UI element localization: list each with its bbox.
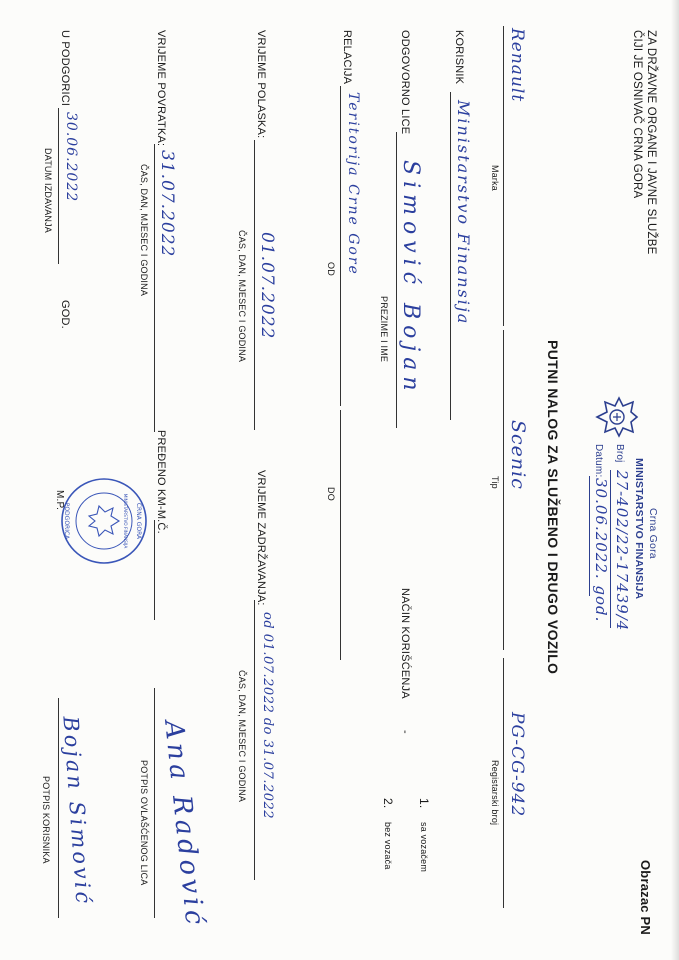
registration-value: PG-CG-942 bbox=[507, 712, 527, 818]
ovlascenog-line bbox=[154, 688, 155, 918]
zadrzavanja-sub-label: ČAS, DAN, MJESEC I GODINA bbox=[237, 670, 247, 803]
zadrzavanja-label: VRIJEME ZADRŽAVANJA: bbox=[255, 470, 267, 606]
odgovorno-line bbox=[396, 132, 397, 428]
org-line-2: ČIJI JE OSNIVAČ CRNA GORA bbox=[631, 30, 643, 199]
stamp-ministry: MINISTARSTVO FINANSIJA bbox=[633, 458, 645, 600]
relacija-od-line bbox=[340, 86, 341, 406]
seal-text-inner: MINISTARSTVO FINANSIJA bbox=[122, 493, 127, 549]
registry-stamp bbox=[549, 400, 659, 630]
usage-option2-text[interactable]: bez vozača bbox=[383, 822, 393, 870]
zadrzavanja-line bbox=[254, 600, 255, 880]
usage-label: NAČIN KORIŠĆENJA bbox=[399, 588, 411, 699]
zadrzavanja-value: od 01.07.2022 do 31.07.2022 bbox=[260, 612, 275, 820]
marka-value: Renault bbox=[507, 28, 527, 103]
odgovorno-label: ODGOVORNO LICE bbox=[399, 30, 411, 135]
stamp-datum-label: Datum: bbox=[593, 444, 604, 478]
tip-label: Tip bbox=[490, 476, 500, 489]
marka-label: Marka bbox=[490, 165, 500, 192]
do-label: DO bbox=[326, 487, 336, 501]
usage-dash: - bbox=[399, 730, 411, 734]
relacija-do-line bbox=[340, 410, 341, 660]
place-label: U PODGORICI bbox=[59, 30, 71, 107]
tip-line bbox=[503, 330, 504, 650]
korisnik-label: KORISNIK bbox=[453, 30, 465, 85]
relacija-value: Teritorija Crne Gore bbox=[345, 92, 361, 276]
prezime-label: PREZIME I IME bbox=[379, 296, 389, 363]
marka-line bbox=[503, 26, 504, 326]
registration-label: Registarski broj bbox=[490, 760, 500, 826]
form-code: Obrazac PN bbox=[638, 860, 653, 935]
ovlascenog-label: POTPIS OVLAŠĆENOG LICA bbox=[139, 760, 149, 886]
seal-icon bbox=[59, 476, 149, 566]
official-seal bbox=[59, 476, 149, 566]
stamp-datum-line bbox=[589, 476, 590, 596]
odgovorno-value: Simović Bojan bbox=[398, 160, 423, 397]
povratka-value: 31.07.2022 bbox=[157, 150, 177, 258]
page-title: PUTNI NALOG ZA SLUŽBENO I DRUGO VOZILO bbox=[545, 340, 561, 675]
scan-edge-shadow bbox=[671, 0, 679, 960]
relacija-label: RELACIJA bbox=[341, 30, 353, 85]
od-label: OD bbox=[326, 262, 336, 276]
polaska-sub-label: ČAS, DAN, MJESEC I GODINA bbox=[237, 230, 247, 363]
stamp-datum-value: 30.06.2022. god. bbox=[592, 478, 610, 623]
coat-of-arms-icon bbox=[591, 394, 641, 440]
predjeno-line bbox=[154, 520, 155, 620]
usage-option1-num: 1. bbox=[417, 798, 431, 809]
seal-text-top: CRNA GORA bbox=[135, 502, 142, 540]
seal-text-bottom: PODGORICA bbox=[63, 502, 70, 540]
korisnik-line bbox=[450, 92, 451, 420]
datum-izdavanja-label: DATUM IZDAVANJA bbox=[43, 148, 53, 234]
polaska-label: VRIJEME POLASKA: bbox=[255, 30, 267, 139]
korisnika-label: POTPIS KORISNIKA bbox=[41, 776, 51, 864]
predjeno-label: PREĐENO KM-M.Č. bbox=[155, 430, 167, 534]
issue-date-value: 30.06.2022 bbox=[63, 112, 79, 203]
polaska-line bbox=[254, 140, 255, 430]
org-line-1: ZA DRŽAVNE ORGANE I JAVNE SLUŽBE bbox=[645, 30, 657, 255]
stamp-country: Crna Gora bbox=[647, 508, 659, 559]
korisnika-line bbox=[58, 698, 59, 918]
stamp-broj-line bbox=[610, 470, 611, 628]
tip-value: Scenic bbox=[507, 420, 529, 490]
usage-option2-num: 2. bbox=[381, 798, 395, 809]
korisnik-value: Ministarstvo Finansija bbox=[454, 100, 473, 326]
stamp-broj-value: 27-402/22-17439/4 bbox=[613, 470, 631, 632]
ovlascenog-signature: Ana Radović bbox=[158, 719, 210, 930]
issue-date-line bbox=[58, 108, 59, 264]
povratka-label: VRIJEME POVRATKA: bbox=[155, 30, 167, 147]
povratka-line bbox=[154, 144, 155, 432]
povratka-sub-label: ČAS, DAN, MJESEC I GODINA bbox=[139, 164, 149, 297]
korisnika-signature: Bojan Simović bbox=[58, 715, 96, 907]
usage-option1-text[interactable]: sa vozačem bbox=[419, 822, 429, 873]
registration-line bbox=[503, 658, 504, 908]
polaska-value: 01.07.2022 bbox=[257, 232, 277, 340]
mp-label: M.P. bbox=[54, 490, 65, 511]
god-label: GOD. bbox=[59, 300, 71, 329]
stamp-broj-label: Broj bbox=[614, 444, 625, 463]
